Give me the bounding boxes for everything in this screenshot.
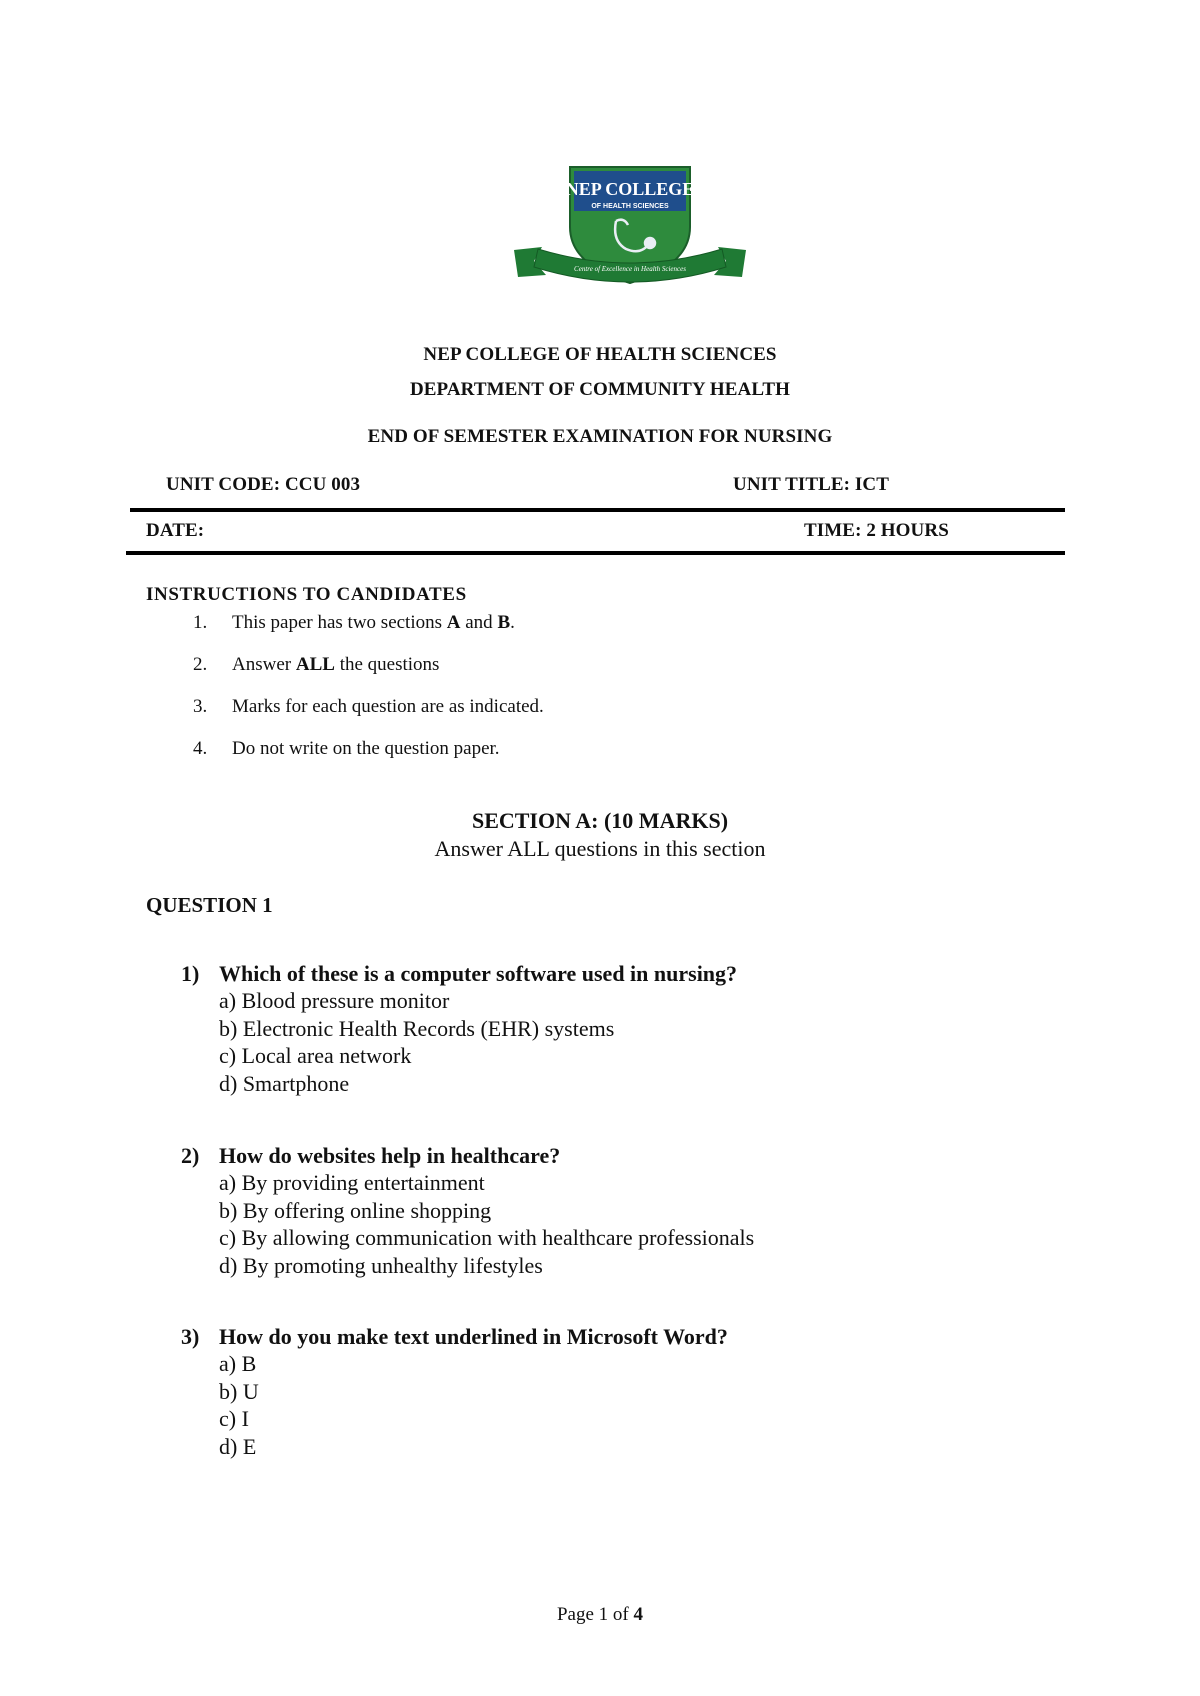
unit-code: UNIT CODE: CCU 003 <box>166 474 361 495</box>
header-rule-top <box>130 508 1065 512</box>
date-label: DATE: <box>146 520 205 541</box>
section-subtitle: Answer ALL questions in this section <box>434 836 766 861</box>
logo-name: NEP COLLEGE <box>565 179 695 199</box>
instruction-text: Do not write on the question paper. <box>232 738 500 759</box>
question-heading <box>181 1324 1081 1352</box>
question-label: QUESTION 1 <box>146 893 273 917</box>
instruction-item <box>193 654 893 678</box>
header-rule-bottom <box>126 551 1065 555</box>
unit-title: UNIT TITLE: ICT <box>733 474 890 495</box>
instruction-number: 4. <box>193 738 208 759</box>
answer-option: a) Blood pressure monitor <box>219 988 450 1013</box>
answer-option: a) B <box>219 1351 257 1376</box>
instruction-item <box>193 738 893 762</box>
answer-option: d) E <box>219 1434 257 1459</box>
instruction-text: Answer ALL the questions <box>232 654 440 675</box>
answer-option: c) I <box>219 1406 249 1431</box>
logo-motto: Centre of Excellence in Health Sciences <box>574 265 686 273</box>
answer-option: b) By offering online shopping <box>219 1198 492 1223</box>
answer-option: c) Local area network <box>219 1043 412 1068</box>
instruction-number: 3. <box>193 696 208 717</box>
instruction-item <box>193 696 893 720</box>
section-title: SECTION A: (10 MARKS) <box>471 808 729 833</box>
instruction-number: 1. <box>193 612 208 633</box>
college-name: NEP COLLEGE OF HEALTH SCIENCES <box>423 344 777 365</box>
question-number: 1) <box>181 961 200 986</box>
question-number: 2) <box>181 1143 200 1168</box>
question-number: 3) <box>181 1324 200 1349</box>
instruction-item <box>193 612 893 636</box>
answer-option: c) By allowing communication with healthcare professionals <box>219 1225 755 1250</box>
department-name: DEPARTMENT OF COMMUNITY HEALTH <box>409 379 791 400</box>
instruction-text: Marks for each question are as indicated. <box>232 696 544 717</box>
page-footer: Page 1 of 4 <box>556 1604 643 1625</box>
question-text: Which of these is a computer software used in nursing? <box>219 961 738 986</box>
question-text: How do websites help in healthcare? <box>219 1143 561 1168</box>
question-heading <box>181 1143 1081 1171</box>
exam-title: END OF SEMESTER EXAMINATION FOR NURSING <box>367 426 833 447</box>
college-logo <box>512 165 748 290</box>
answer-option: d) Smartphone <box>219 1071 350 1096</box>
instruction-text: This paper has two sections A and B. <box>232 612 515 633</box>
instructions-title: INSTRUCTIONS TO CANDIDATES <box>146 584 467 605</box>
question-heading <box>181 961 1081 989</box>
instruction-number: 2. <box>193 654 208 675</box>
question-text: How do you make text underlined in Microsoft Word? <box>219 1324 728 1349</box>
answer-option: d) By promoting unhealthy lifestyles <box>219 1253 543 1278</box>
page-total: 4 <box>633 1604 643 1625</box>
answer-option: b) U <box>219 1379 259 1404</box>
logo-subname: OF HEALTH SCIENCES <box>591 203 669 210</box>
page-number: 1 <box>598 1604 609 1625</box>
time-label: TIME: 2 HOURS <box>804 520 949 541</box>
answer-option: a) By providing entertainment <box>219 1170 485 1195</box>
answer-option: b) Electronic Health Records (EHR) systems <box>219 1016 615 1041</box>
